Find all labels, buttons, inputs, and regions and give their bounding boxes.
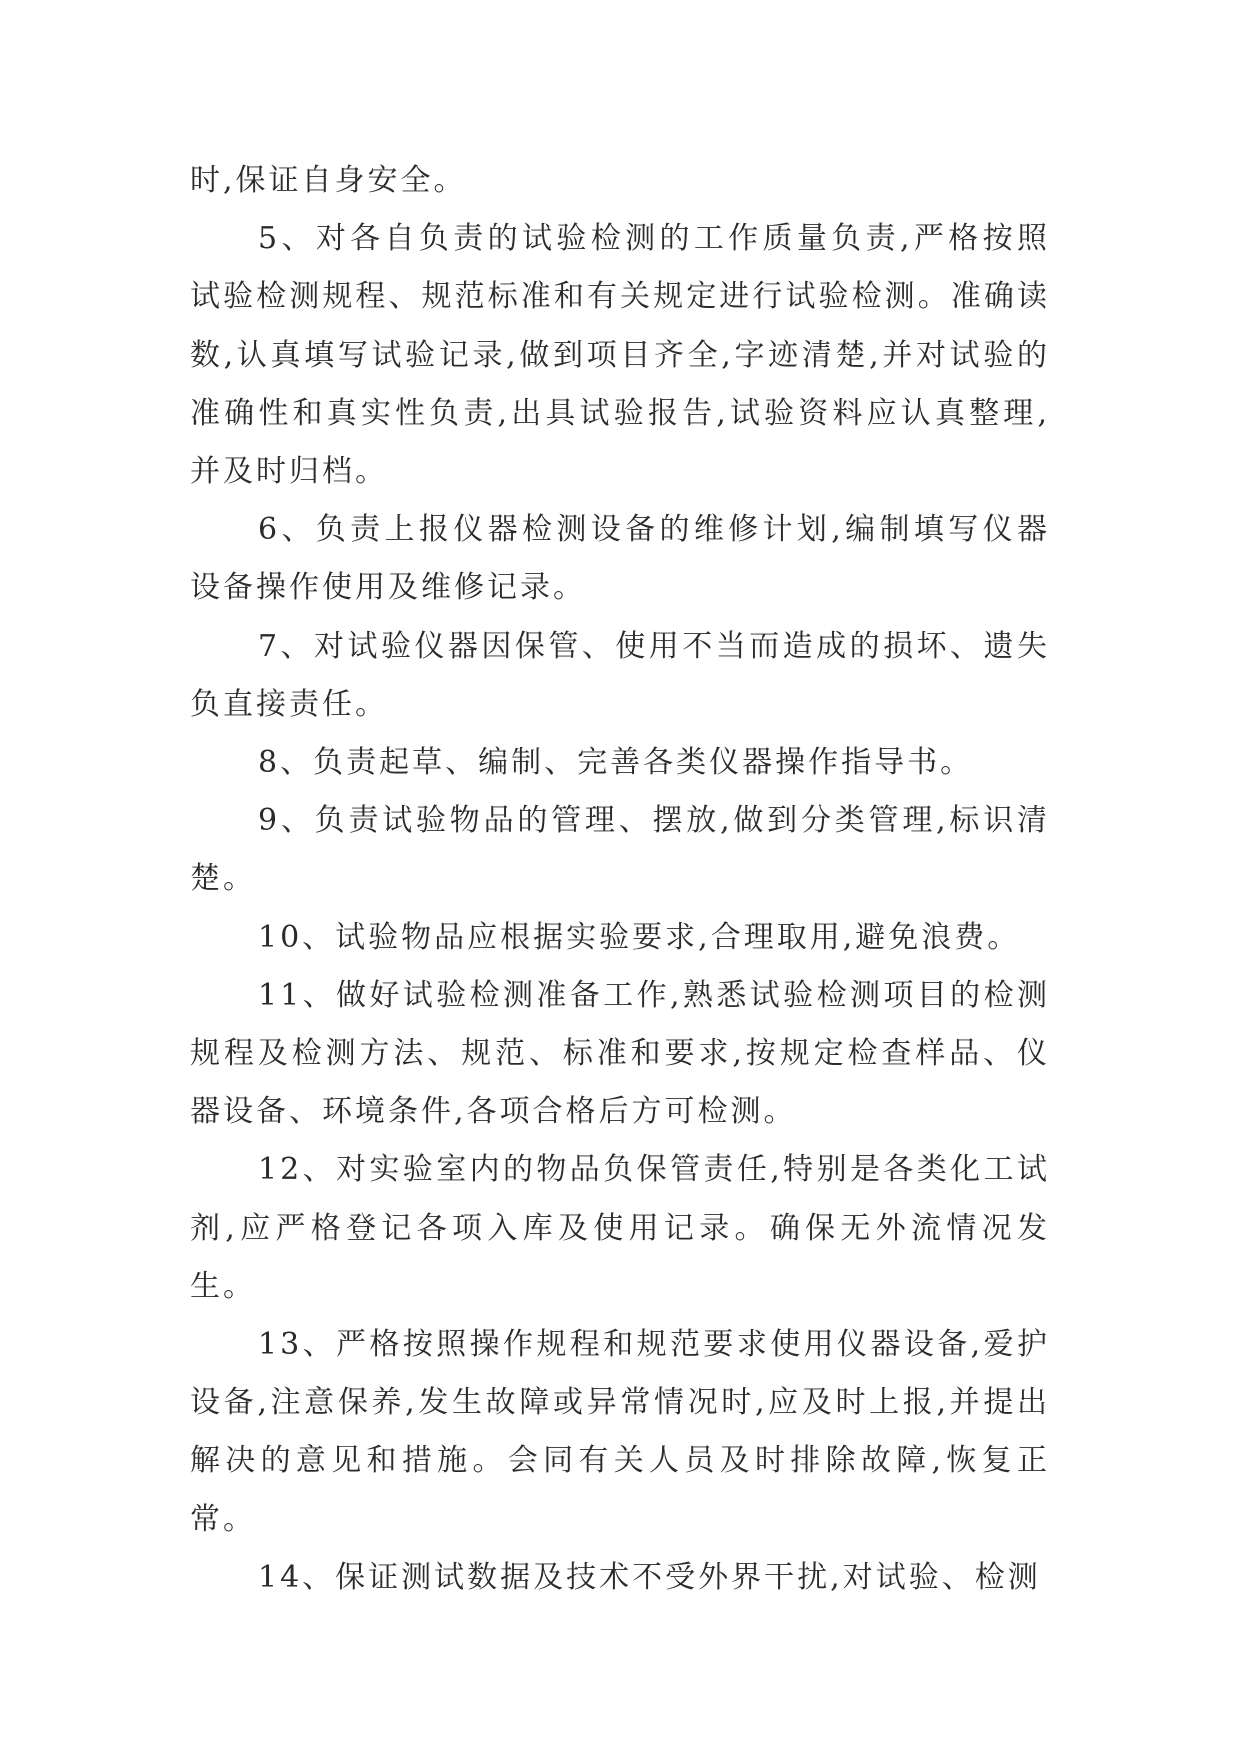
paragraph-item-11: 11、做好试验检测准备工作,熟悉试验检测项目的检测规程及检测方法、规范、标准和要求,按规定检查样品、仪器设备、环境条件,各项合格后方可检测。 <box>190 977 1050 1130</box>
paragraph-item-6: 6、负责上报仪器检测设备的维修计划,编制填写仪器设备操作使用及维修记录。 <box>190 512 1050 606</box>
paragraph-item-12: 12、对实验室内的物品负保管责任,特别是各类化工试剂,应严格登记各项入库及使用记录。确保无外流情况发生。 <box>190 1152 1050 1304</box>
paragraph-item-7: 7、对试验仪器因保管、使用不当而造成的损坏、遗失负直接责任。 <box>190 628 1050 722</box>
paragraph-item-10: 10、试验物品应根据实验要求,合理取用,避免浪费。 <box>258 919 1021 955</box>
paragraph-item-13: 13、严格按照操作规程和规范要求使用仪器设备,爱护设备,注意保养,发生故障或异常情况时,应及时上报,并提出解决的意见和措施。会同有关人员及时排除故障,恢复正常。 <box>190 1327 1050 1537</box>
paragraph-item-5: 5、对各自负责的试验检测的工作质量负责,严格按照试验检测规程、规范标准和有关规定进行试验检测。准确读数,认真填写试验记录,做到项目齐全,字迹清楚,并对试验的准确性和真实性负责,出具试验报告,试验资料应认真整理,并及时归档。 <box>190 221 1050 490</box>
paragraph-item-9: 9、负责试验物品的管理、摆放,做到分类管理,标识清楚。 <box>190 803 1050 897</box>
document-body <box>190 152 1050 1607</box>
paragraph-item-8: 8、负责起草、编制、完善各类仪器操作指导书。 <box>258 745 974 781</box>
paragraph-item-14: 14、保证测试数据及技术不受外界干扰,对试验、检测 <box>258 1559 1041 1595</box>
paragraph-continuation: 时,保证自身安全。 <box>190 163 467 198</box>
